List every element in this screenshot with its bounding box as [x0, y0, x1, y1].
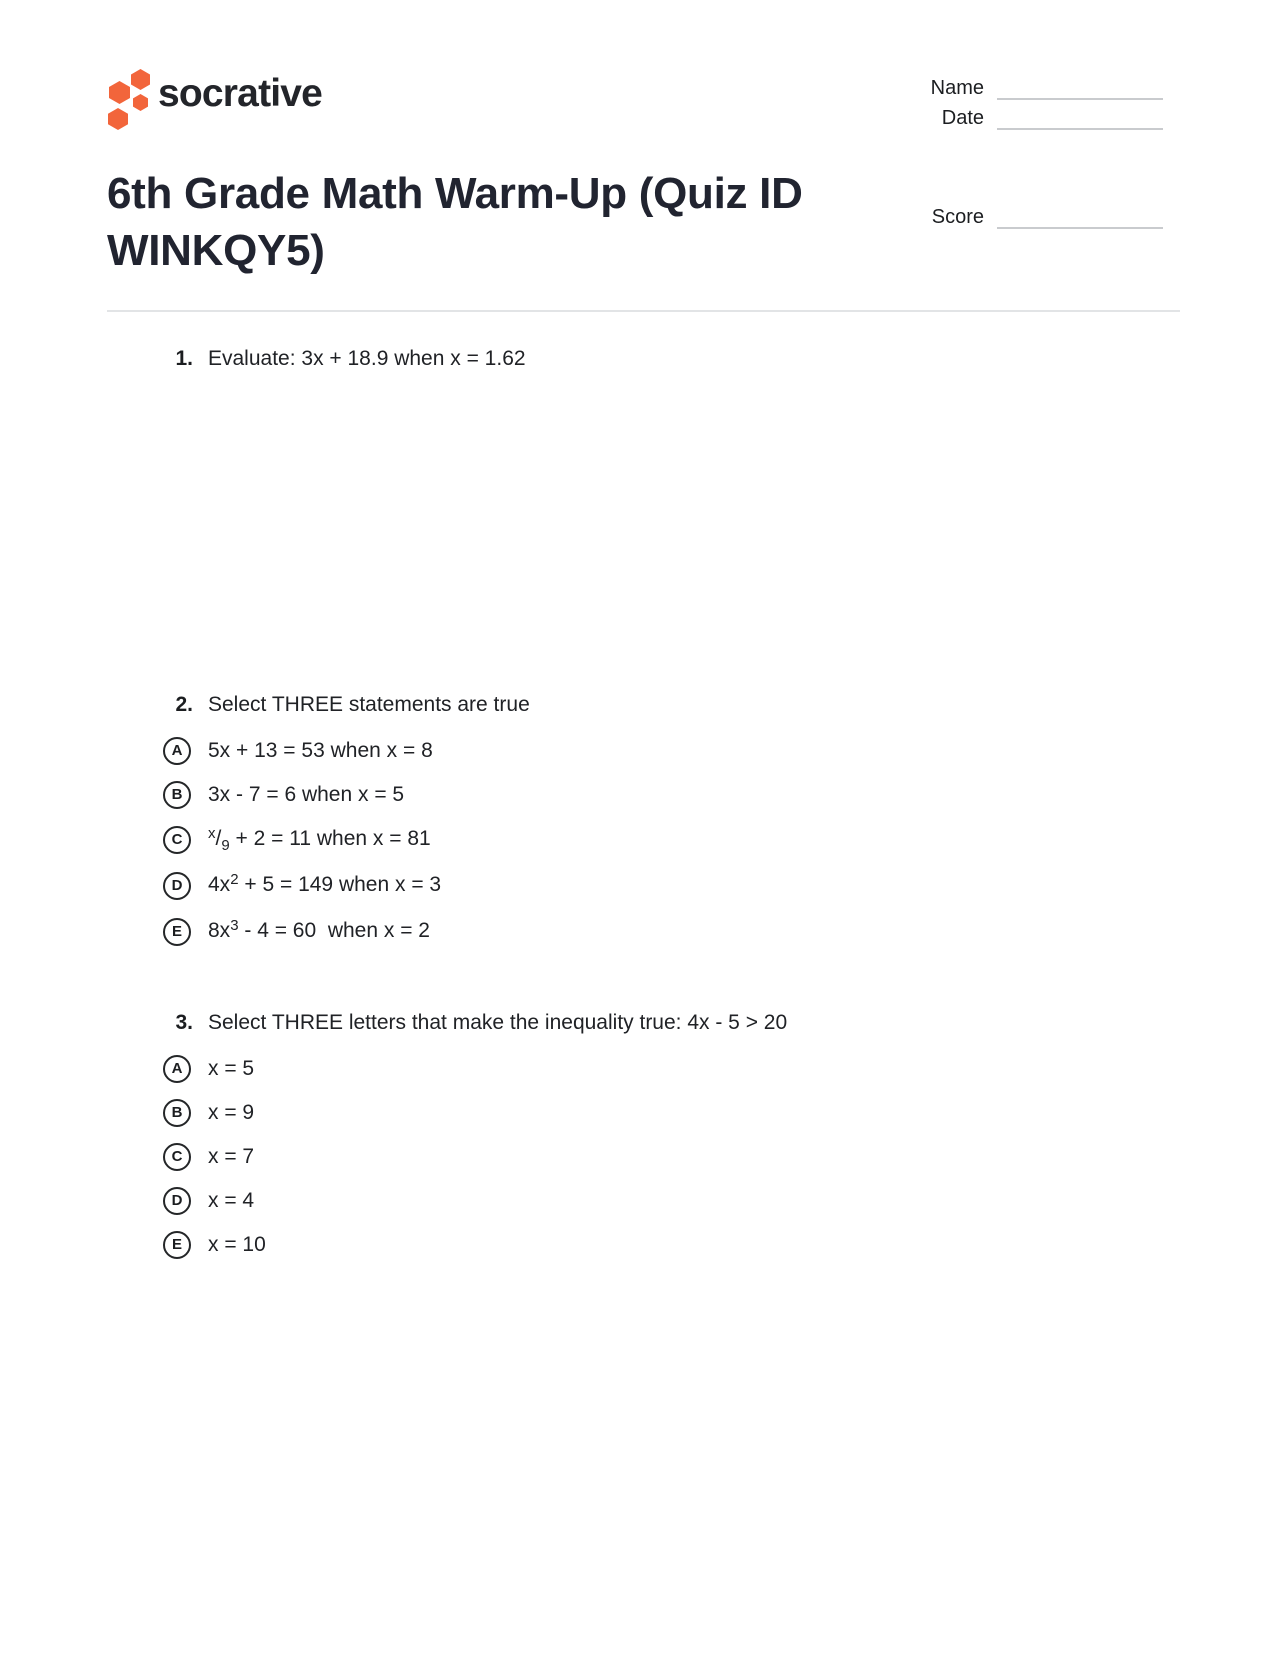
- date-blank-line: [997, 108, 1163, 130]
- option-text: x = 5: [208, 1057, 255, 1080]
- option-text: x = 7: [208, 1145, 255, 1168]
- options-list: [163, 736, 1120, 947]
- question-text: Evaluate: 3x + 18.9 when x = 1.62: [208, 347, 526, 370]
- socrative-wordmark: socrative: [158, 72, 323, 115]
- option-text: 5x + 13 = 53 when x = 8: [208, 739, 433, 762]
- score-label: Score: [931, 206, 984, 228]
- question-1: [140, 344, 1120, 373]
- question-number: 2.: [175, 693, 193, 716]
- quiz-title: 6th Grade Math Warm-Up (Quiz ID WINKQY5): [107, 169, 803, 275]
- options-list: [163, 1054, 1120, 1259]
- option-row: [163, 1098, 1120, 1127]
- hexagon-icon: [109, 81, 130, 104]
- hexagon-icon: [133, 94, 148, 111]
- question-header: [140, 1008, 1120, 1037]
- question-header: [140, 690, 1120, 719]
- option-text: $4x^2 + 5 = 149$ when x = 3: [208, 871, 442, 896]
- option-text: $8x^3 - 4 = 60$ when x = 2: [208, 917, 430, 942]
- answer-bubble: D: [163, 872, 191, 900]
- question-header: [140, 344, 1120, 373]
- date-label: Date: [941, 107, 984, 129]
- option-row: [163, 1054, 1120, 1083]
- hexagon-icon: [108, 108, 128, 130]
- option-text: $^x/_9 + 2 = 11$ when x = 81: [208, 825, 431, 854]
- option-text: x = 9: [208, 1101, 255, 1124]
- option-text: x = 10: [208, 1233, 266, 1256]
- option-row: [163, 824, 1120, 855]
- name-blank-line: [997, 78, 1163, 100]
- option-row: [163, 780, 1120, 809]
- option-row: [163, 1186, 1120, 1215]
- answer-bubble: B: [163, 781, 191, 809]
- title-divider: [107, 310, 1180, 312]
- option-row: [163, 870, 1120, 901]
- question-text: Select THREE letters that make the inequality true: 4x - 5 > 20: [208, 1011, 788, 1034]
- answer-bubble: E: [163, 918, 191, 946]
- answer-bubble: E: [163, 1231, 191, 1259]
- option-row: [163, 916, 1120, 947]
- answer-bubble: A: [163, 1055, 191, 1083]
- answer-bubble: C: [163, 1143, 191, 1171]
- answer-bubble: A: [163, 737, 191, 765]
- hexagon-icon: [131, 69, 150, 90]
- socrative-hexagons-icon: [100, 66, 156, 130]
- answer-bubble: C: [163, 826, 191, 854]
- option-row: [163, 1230, 1120, 1259]
- name-field: [874, 76, 1163, 100]
- option-text: 3x - 7 = 6 when x = 5: [208, 783, 405, 806]
- option-row: [163, 1142, 1120, 1171]
- score-field: [874, 205, 1163, 229]
- question-number: 3.: [175, 1011, 193, 1034]
- question-text: Select THREE statements are true: [208, 693, 530, 716]
- option-text: x = 4: [208, 1189, 255, 1212]
- answer-bubble: D: [163, 1187, 191, 1215]
- answer-bubble: B: [163, 1099, 191, 1127]
- question-number: 1.: [175, 347, 193, 370]
- question-2: [140, 690, 1120, 962]
- date-field: [874, 106, 1163, 130]
- score-blank-line: [997, 207, 1163, 229]
- question-3: [140, 1008, 1120, 1274]
- name-label: Name: [930, 77, 984, 99]
- option-row: [163, 736, 1120, 765]
